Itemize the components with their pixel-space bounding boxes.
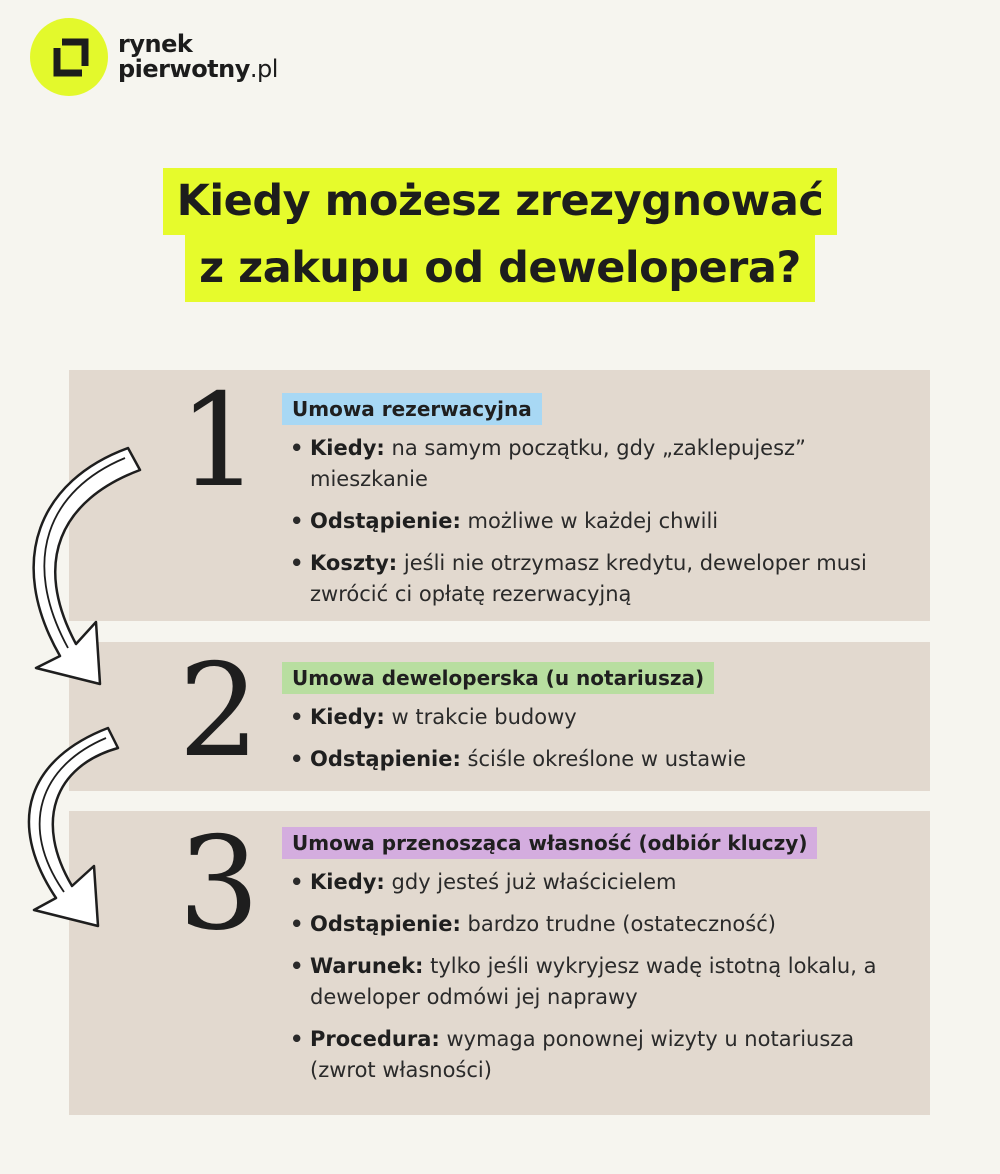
- bullet-label: Procedura:: [310, 1027, 440, 1051]
- step-number: 1: [178, 367, 260, 516]
- step-content: [282, 662, 920, 786]
- bullet-dot: •: [290, 747, 304, 771]
- bullet-label: Odstąpienie:: [310, 747, 461, 771]
- bullet-text: na samym początku, gdy „zaklepujesz” mieszkanie: [310, 436, 806, 491]
- bullet-text: możliwe w każdej chwili: [467, 509, 719, 533]
- bullet-item: [282, 1024, 920, 1086]
- step-number: 3: [178, 810, 260, 959]
- bullet-item: [282, 951, 920, 1013]
- bullet-item: [282, 909, 920, 940]
- bullet-dot: •: [290, 870, 304, 894]
- logo-tld: .pl: [249, 55, 278, 83]
- curved-arrow-icon: [0, 0, 200, 960]
- step-heading: Umowa przenosząca własność (odbiór kluczy): [282, 827, 817, 859]
- bullet-text: tylko jeśli wykryjesz wadę istotną lokalu, a deweloper odmówi jej naprawy: [310, 954, 877, 1009]
- bullet-dot: •: [290, 705, 304, 729]
- bullet-label: Kiedy:: [310, 870, 385, 894]
- bullet-text: bardzo trudne (ostateczność): [467, 912, 776, 936]
- step-content: [282, 393, 920, 621]
- bullet-label: Odstąpienie:: [310, 509, 461, 533]
- step-bullets: [282, 433, 920, 610]
- bullet-label: Koszty:: [310, 551, 398, 575]
- bullet-text: ściśle określone w ustawie: [467, 747, 747, 771]
- title-line-2: z zakupu od dewelopera?: [185, 235, 815, 302]
- bullet-dot: •: [290, 551, 304, 575]
- title-line-1: Kiedy możesz zrezygnować: [163, 168, 838, 235]
- bullet-label: Kiedy:: [310, 705, 385, 729]
- bullet-label: Kiedy:: [310, 436, 385, 460]
- bullet-text: w trakcie budowy: [391, 705, 577, 729]
- bullet-item: [282, 506, 920, 537]
- step-heading: Umowa rezerwacyjna: [282, 393, 542, 425]
- bullet-item: [282, 548, 920, 610]
- bullet-item: [282, 702, 920, 733]
- bullet-text: gdy jesteś już właścicielem: [391, 870, 677, 894]
- bullet-item: [282, 744, 920, 775]
- bullet-label: Odstąpienie:: [310, 912, 461, 936]
- bullet-text: wymaga ponownej wizyty u notariusza (zwrot własności): [310, 1027, 855, 1082]
- bullet-item: [282, 433, 920, 495]
- step-number: 2: [178, 637, 260, 786]
- step-content: [282, 827, 920, 1097]
- step-bullets: [282, 867, 920, 1086]
- step-bullets: [282, 702, 920, 775]
- bullet-dot: •: [290, 509, 304, 533]
- logo-name: pierwotny: [118, 55, 250, 83]
- bullet-dot: •: [290, 954, 304, 978]
- logo-line1: rynek: [118, 30, 193, 58]
- bullet-dot: •: [290, 1027, 304, 1051]
- bullet-label: Warunek:: [310, 954, 424, 978]
- step-heading: Umowa deweloperska (u notariusza): [282, 662, 714, 694]
- bullet-item: [282, 867, 920, 898]
- bullet-dot: •: [290, 912, 304, 936]
- bullet-dot: •: [290, 436, 304, 460]
- bullet-text: jeśli nie otrzymasz kredytu, deweloper musi zwrócić ci opłatę rezerwacyjną: [310, 551, 867, 606]
